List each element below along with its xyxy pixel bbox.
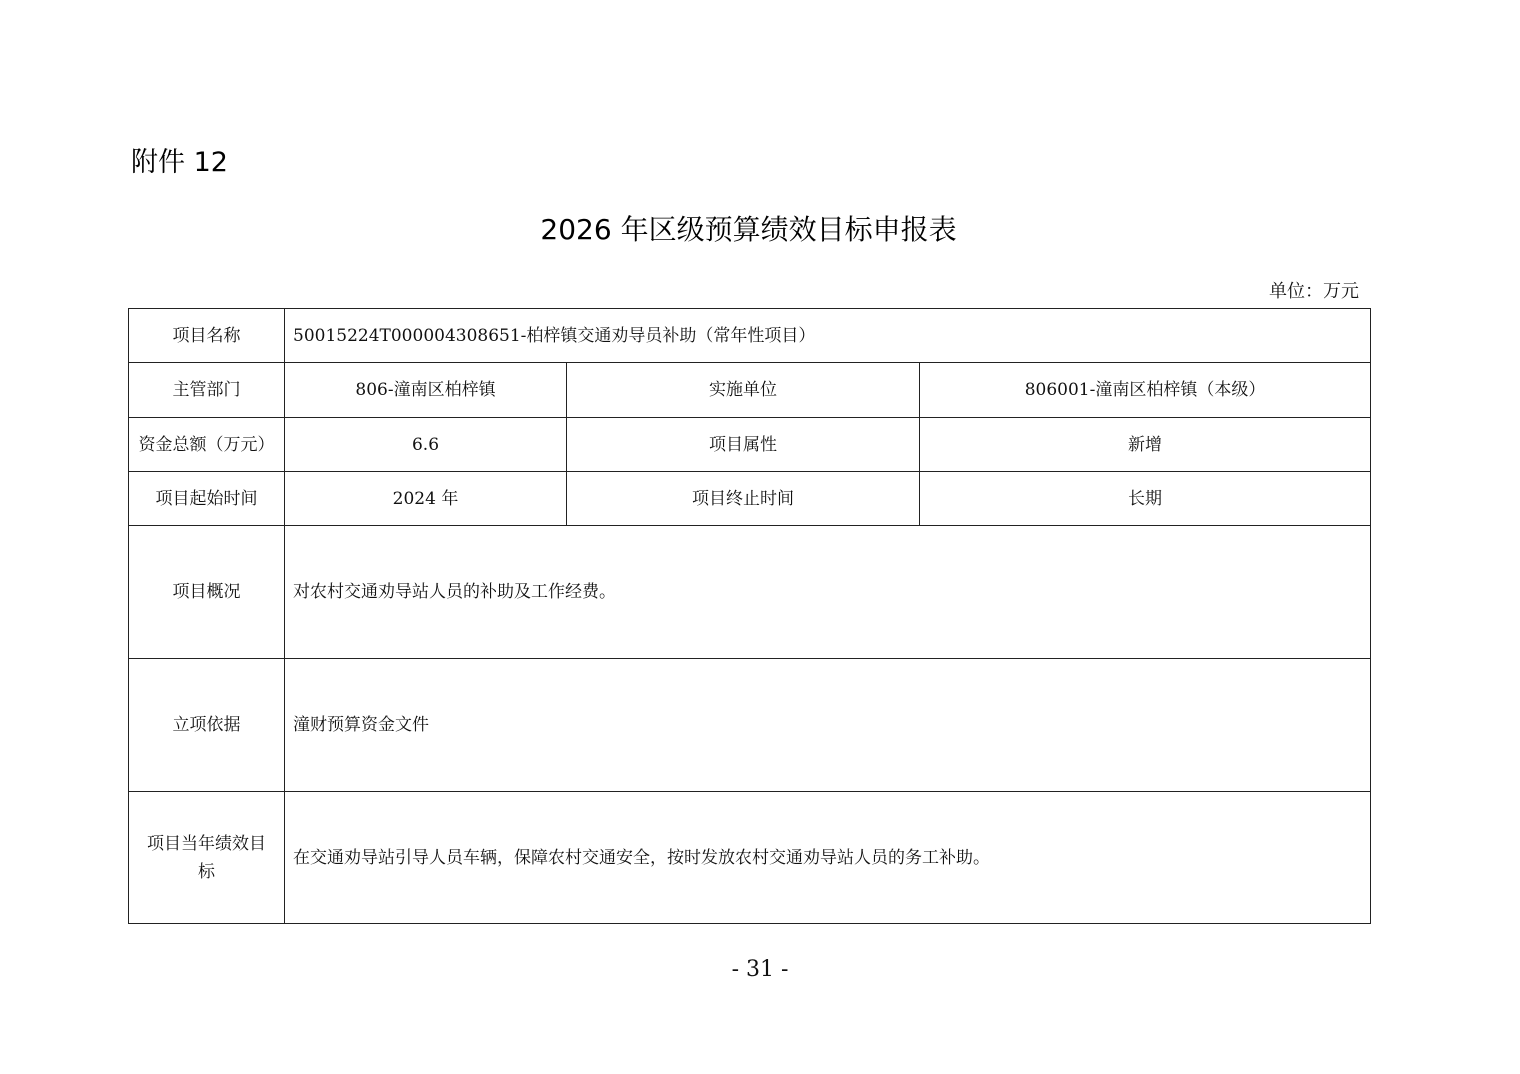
basis-label: 立项依据 — [129, 659, 285, 792]
end-time-value: 长期 — [920, 472, 1371, 526]
project-name-label: 项目名称 — [129, 309, 285, 363]
attribute-value: 新增 — [920, 418, 1371, 472]
table-row-amount — [129, 418, 1371, 472]
total-amount-value: 6.6 — [285, 418, 567, 472]
page-number: - 31 - — [731, 957, 789, 982]
start-time-label: 项目起始时间 — [129, 472, 285, 526]
implementer-label: 实施单位 — [567, 363, 920, 418]
implementer-value: 806001-潼南区柏梓镇（本级） — [920, 363, 1371, 418]
basis-value: 潼财预算资金文件 — [285, 659, 1371, 792]
unit-label: 单位：万元 — [1269, 281, 1359, 302]
overview-value: 对农村交通劝导站人员的补助及工作经费。 — [285, 526, 1371, 659]
attachment-label: 附件 12 — [131, 147, 228, 178]
table-row-project-name — [129, 309, 1371, 363]
goal-value: 在交通劝导站引导人员车辆，保障农村交通安全，按时发放农村交通劝导站人员的务工补助。 — [285, 792, 1371, 924]
table-row-time — [129, 472, 1371, 526]
table-row-overview — [129, 526, 1371, 659]
page-title: 2026 年区级预算绩效目标申报表 — [540, 213, 957, 246]
start-time-value: 2024 年 — [285, 472, 567, 526]
end-time-label: 项目终止时间 — [567, 472, 920, 526]
budget-performance-table — [128, 308, 1371, 924]
table-row-basis — [129, 659, 1371, 792]
dept-value: 806-潼南区柏梓镇 — [285, 363, 567, 418]
attribute-label: 项目属性 — [567, 418, 920, 472]
project-name-value: 50015224T000004308651-柏梓镇交通劝导员补助（常年性项目） — [285, 309, 1371, 363]
dept-label: 主管部门 — [129, 363, 285, 418]
overview-label: 项目概况 — [129, 526, 285, 659]
total-amount-label: 资金总额（万元） — [129, 418, 285, 472]
goal-label: 项目当年绩效目标 — [129, 792, 285, 924]
table-row-goal — [129, 792, 1371, 924]
table-row-department — [129, 363, 1371, 418]
